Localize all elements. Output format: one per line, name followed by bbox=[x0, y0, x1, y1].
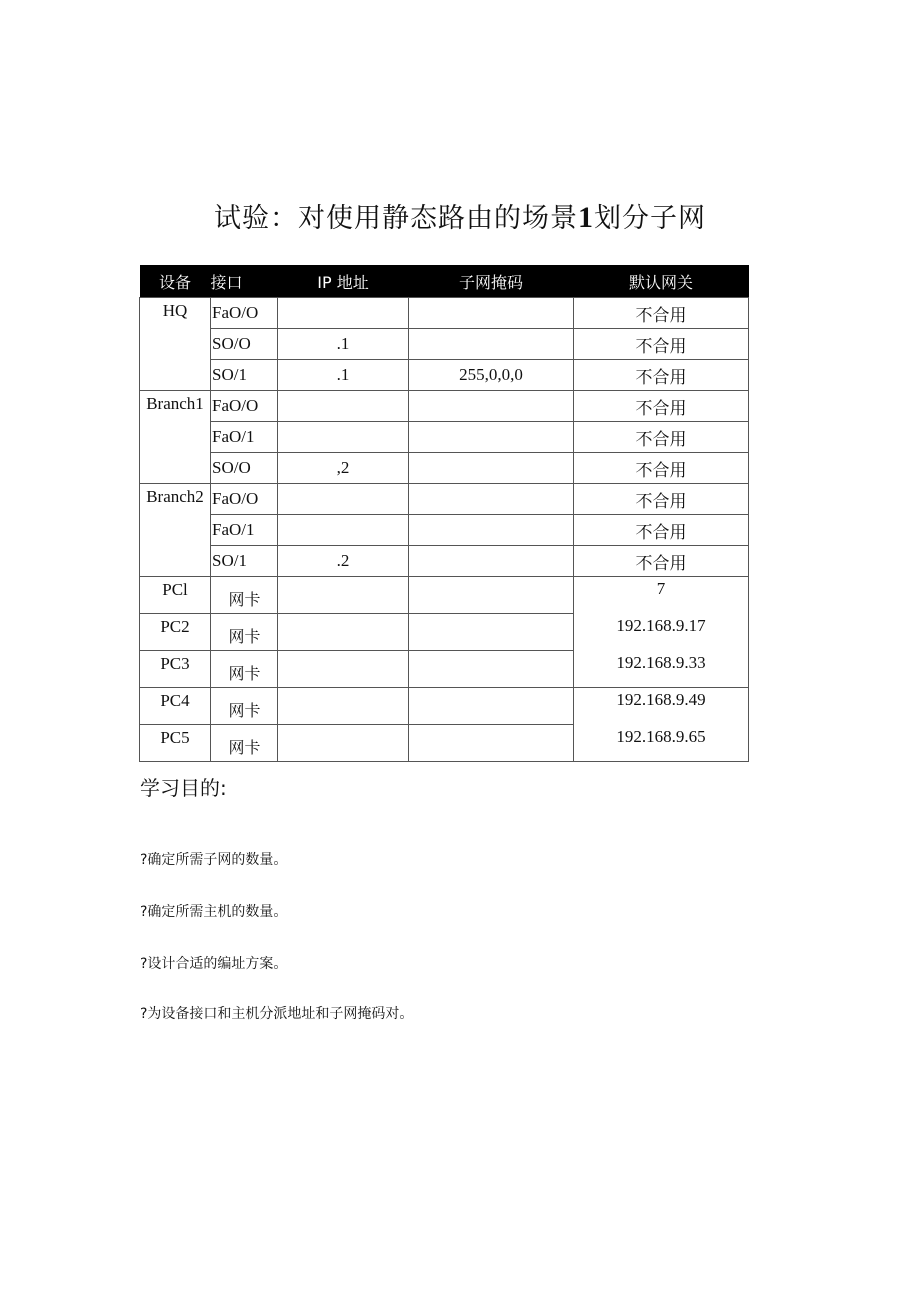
mask-cell bbox=[409, 298, 574, 329]
mask-cell bbox=[409, 515, 574, 546]
mask-cell bbox=[409, 688, 574, 725]
gateway-cell: 不合用 bbox=[574, 422, 749, 453]
gateway-cell: 192.168.9.65 bbox=[574, 725, 749, 762]
page-title bbox=[0, 196, 920, 235]
table-row bbox=[140, 298, 749, 329]
mask-cell bbox=[409, 651, 574, 688]
addressing-table bbox=[139, 265, 749, 762]
ip-cell bbox=[278, 515, 409, 546]
header-device: 设备 bbox=[140, 265, 211, 298]
interface-cell: 网卡 bbox=[211, 725, 278, 762]
device-cell: Branch1 bbox=[140, 391, 211, 484]
table-row bbox=[140, 484, 749, 515]
objectives-heading: 学习目的: bbox=[140, 776, 227, 800]
mask-cell bbox=[409, 329, 574, 360]
ip-cell bbox=[278, 484, 409, 515]
table-row bbox=[140, 453, 749, 484]
interface-cell: 网卡 bbox=[211, 688, 278, 725]
mask-cell bbox=[409, 484, 574, 515]
gateway-cell: 7 bbox=[574, 577, 749, 614]
gateway-cell: 不合用 bbox=[574, 484, 749, 515]
device-cell: PC3 bbox=[140, 651, 211, 688]
table-row bbox=[140, 391, 749, 422]
table-row bbox=[140, 614, 749, 651]
mask-cell bbox=[409, 391, 574, 422]
table-row bbox=[140, 422, 749, 453]
ip-cell: .1 bbox=[278, 329, 409, 360]
mask-cell bbox=[409, 453, 574, 484]
title-suffix: 划分子网 bbox=[594, 203, 706, 233]
ip-cell bbox=[278, 422, 409, 453]
gateway-cell: 192.168.9.33 bbox=[574, 651, 749, 688]
interface-cell: FaO/O bbox=[211, 391, 278, 422]
ip-cell bbox=[278, 614, 409, 651]
header-gateway: 默认网关 bbox=[574, 265, 749, 298]
mask-cell: 255,0,0,0 bbox=[409, 360, 574, 391]
device-cell: PC4 bbox=[140, 688, 211, 725]
header-ip: IP 地址 bbox=[278, 265, 409, 298]
gateway-cell: 192.168.9.49 bbox=[574, 688, 749, 725]
gateway-cell: 不合用 bbox=[574, 360, 749, 391]
table-row bbox=[140, 546, 749, 577]
interface-cell: SO/O bbox=[211, 453, 278, 484]
ip-cell bbox=[278, 577, 409, 614]
interface-cell: FaO/O bbox=[211, 298, 278, 329]
interface-cell: FaO/O bbox=[211, 484, 278, 515]
interface-cell: SO/1 bbox=[211, 546, 278, 577]
interface-cell: SO/O bbox=[211, 329, 278, 360]
gateway-cell: 不合用 bbox=[574, 298, 749, 329]
device-cell: PC5 bbox=[140, 725, 211, 762]
interface-cell: FaO/1 bbox=[211, 422, 278, 453]
title-number: 1 bbox=[578, 201, 594, 234]
interface-cell: FaO/1 bbox=[211, 515, 278, 546]
gateway-cell: 不合用 bbox=[574, 453, 749, 484]
device-cell: PCl bbox=[140, 577, 211, 614]
ip-cell bbox=[278, 688, 409, 725]
device-cell: HQ bbox=[140, 298, 211, 391]
table-row bbox=[140, 515, 749, 546]
interface-cell: 网卡 bbox=[211, 577, 278, 614]
table-row bbox=[140, 360, 749, 391]
ip-cell bbox=[278, 391, 409, 422]
mask-cell bbox=[409, 546, 574, 577]
header-interface: 接口 bbox=[211, 265, 278, 298]
ip-cell: ,2 bbox=[278, 453, 409, 484]
table-row bbox=[140, 329, 749, 360]
objective-item: ?确定所需主机的数量。 bbox=[140, 904, 288, 920]
gateway-cell: 不合用 bbox=[574, 546, 749, 577]
ip-cell bbox=[278, 298, 409, 329]
title-prefix: 试验：对使用静态路由的场景 bbox=[214, 203, 578, 233]
device-cell: Branch2 bbox=[140, 484, 211, 577]
table-row bbox=[140, 725, 749, 762]
objective-item: ?为设备接口和主机分派地址和子网掩码对。 bbox=[140, 1006, 414, 1022]
interface-cell: 网卡 bbox=[211, 651, 278, 688]
mask-cell bbox=[409, 725, 574, 762]
mask-cell bbox=[409, 614, 574, 651]
mask-cell bbox=[409, 422, 574, 453]
mask-cell bbox=[409, 577, 574, 614]
device-cell: PC2 bbox=[140, 614, 211, 651]
ip-cell bbox=[278, 651, 409, 688]
ip-cell: .1 bbox=[278, 360, 409, 391]
gateway-cell: 不合用 bbox=[574, 515, 749, 546]
gateway-cell: 不合用 bbox=[574, 329, 749, 360]
table-row bbox=[140, 651, 749, 688]
header-mask: 子网掩码 bbox=[409, 265, 574, 298]
table-header-row bbox=[140, 265, 749, 298]
interface-cell: 网卡 bbox=[211, 614, 278, 651]
gateway-cell: 不合用 bbox=[574, 391, 749, 422]
gateway-cell: 192.168.9.17 bbox=[574, 614, 749, 651]
table-row bbox=[140, 577, 749, 614]
ip-cell: .2 bbox=[278, 546, 409, 577]
objective-item: ?确定所需子网的数量。 bbox=[140, 852, 288, 868]
ip-cell bbox=[278, 725, 409, 762]
interface-cell: SO/1 bbox=[211, 360, 278, 391]
objective-item: ?设计合适的编址方案。 bbox=[140, 956, 288, 972]
table-row bbox=[140, 688, 749, 725]
